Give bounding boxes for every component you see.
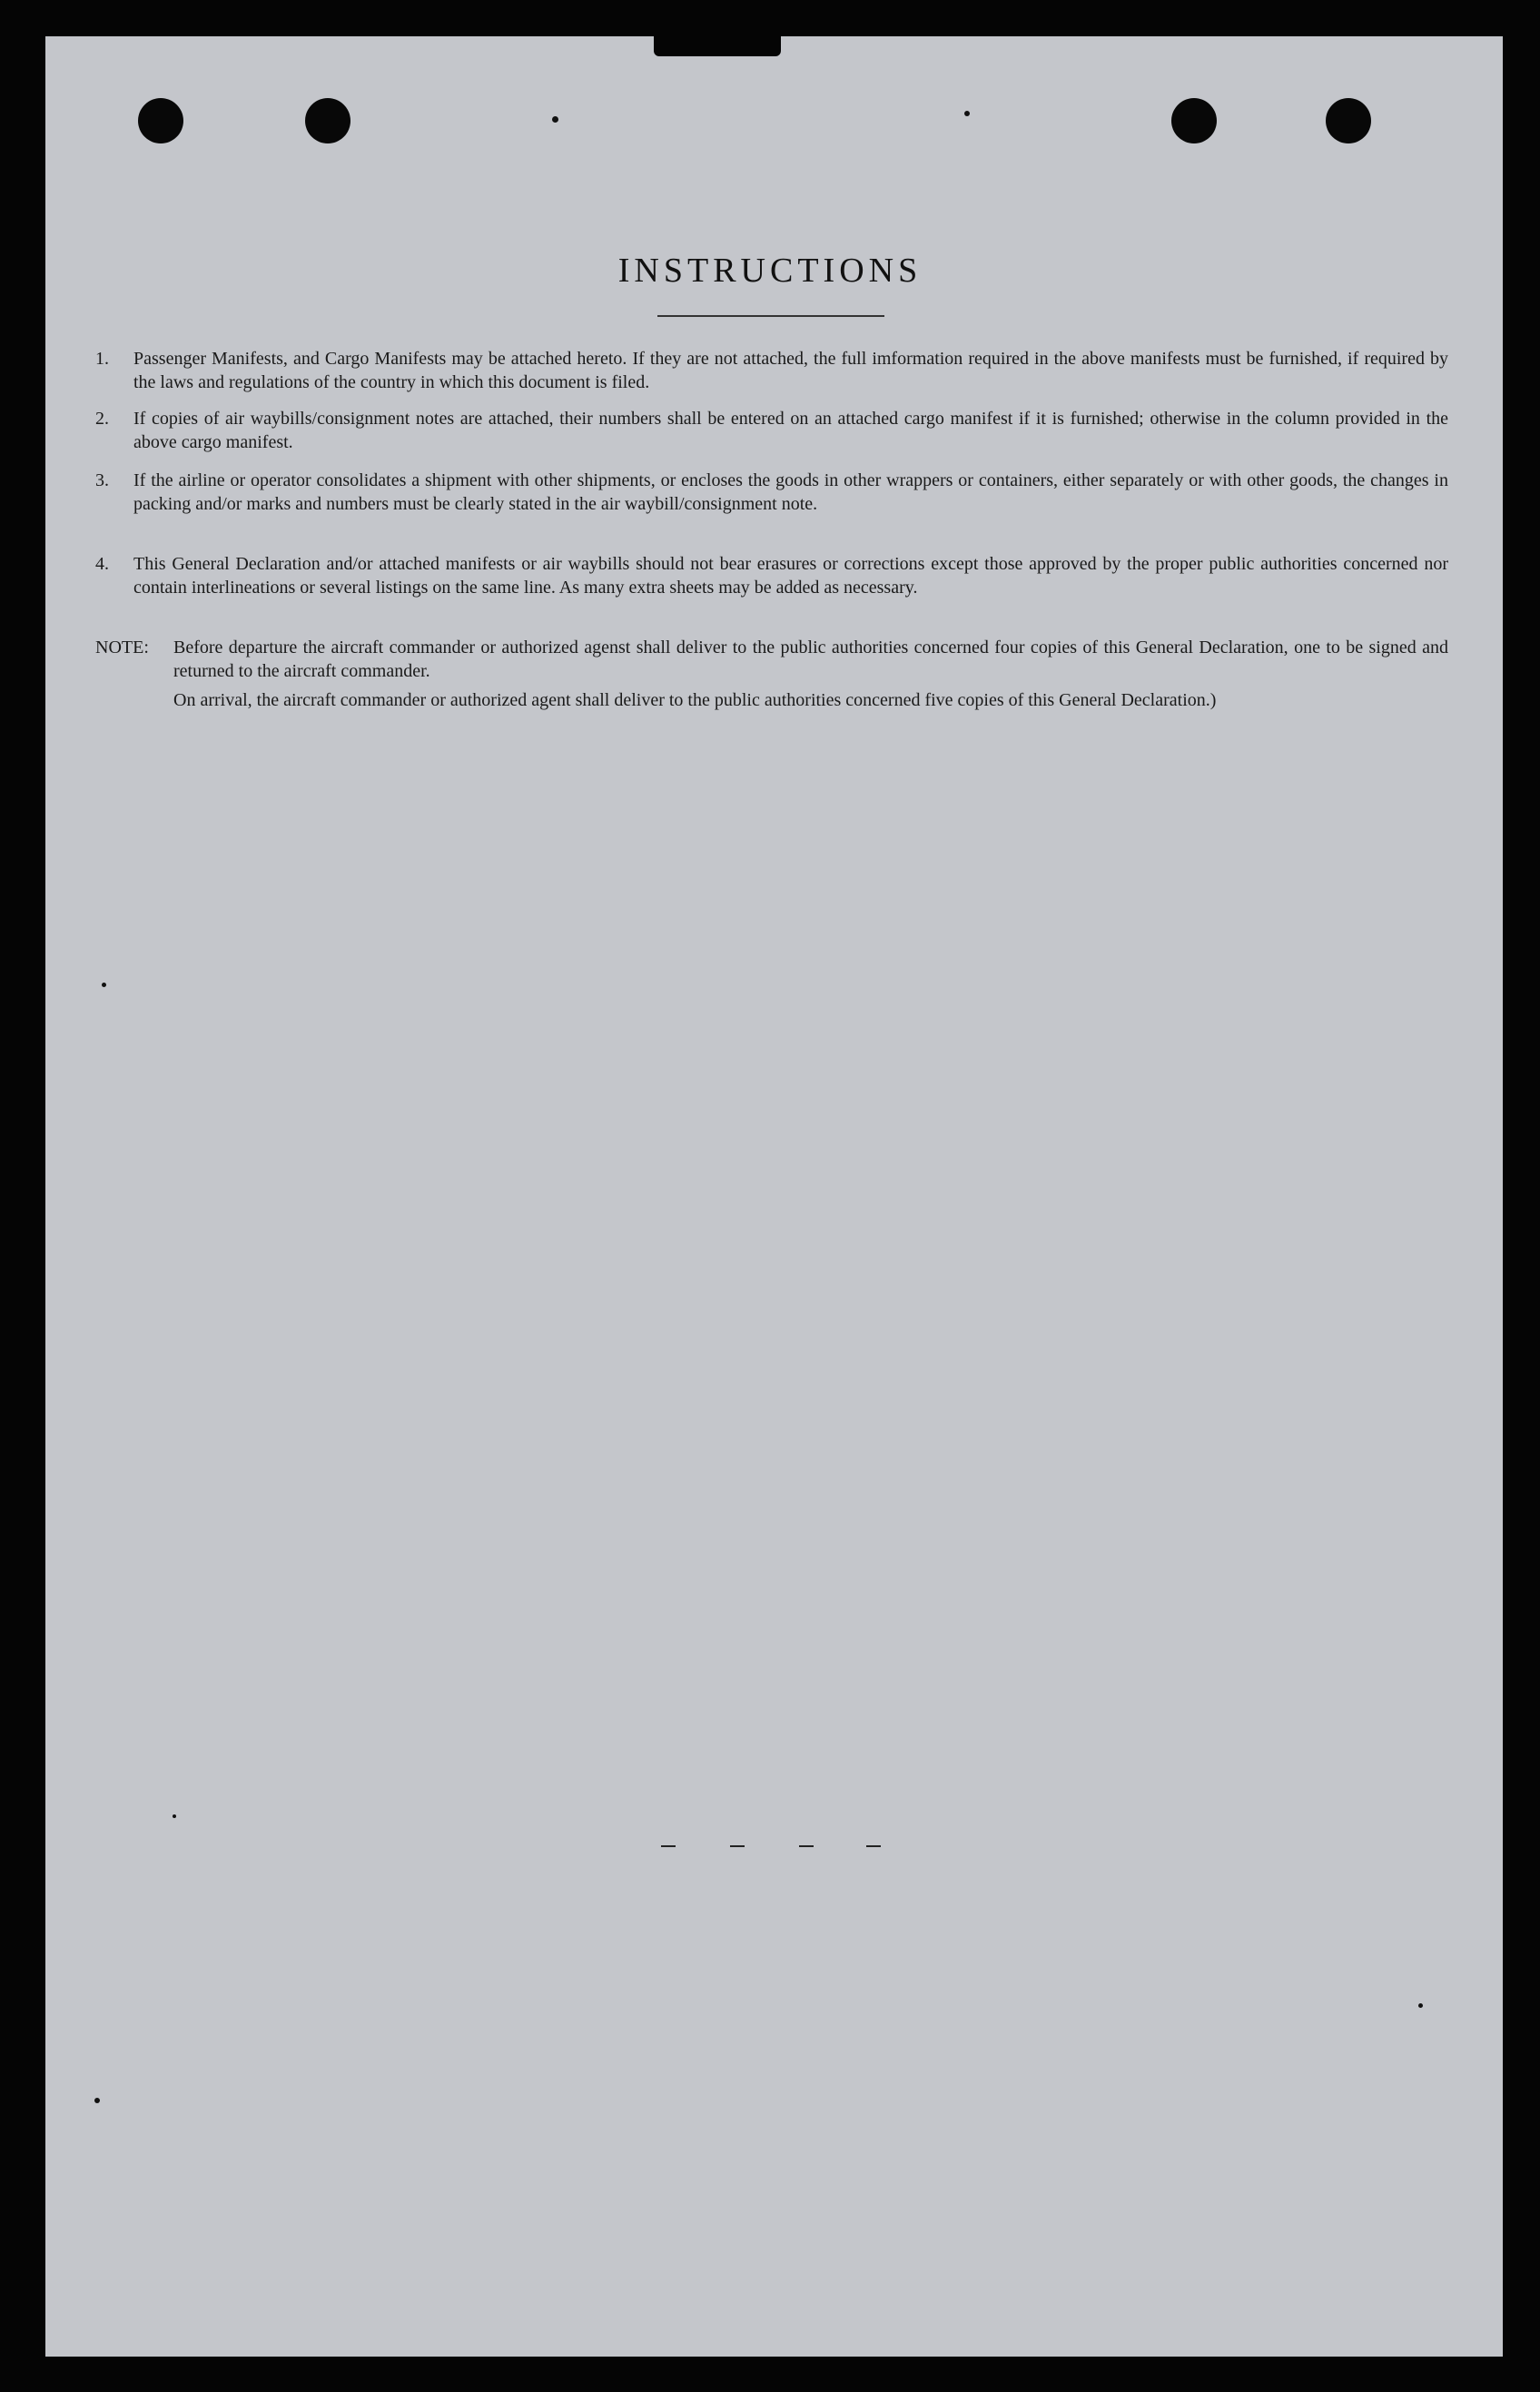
ink-speck (173, 1814, 176, 1818)
item-number: 1. (95, 349, 109, 369)
blank-dash (661, 1845, 676, 1847)
document-title: INSTRUCTIONS (617, 252, 923, 290)
title-underline (657, 315, 884, 317)
ink-speck (102, 983, 106, 987)
item-text: Passenger Manifests, and Cargo Manifests may be attached hereto. If they are not attached, the full imformation required in the above manifests must be furnished, if required by the laws and regulations of the country in which this document is filed. (133, 349, 1448, 392)
ink-speck (94, 2098, 100, 2103)
blank-dash (799, 1845, 814, 1847)
note-label: NOTE: (95, 638, 149, 657)
item-text: If the airline or operator consolidates a shipment with other shipments, or encloses the goods in other wrappers or containers, either separately or with other goods, the changes in packing and/or marks and numbers must be clearly stated in the air waybill/consignment note. (133, 470, 1448, 514)
punch-hole (138, 98, 183, 143)
note-section (95, 636, 1448, 712)
ink-speck (1418, 2003, 1423, 2008)
instruction-item-4 (95, 552, 1448, 599)
punch-hole (1171, 98, 1217, 143)
page-top-tear (654, 27, 781, 56)
punch-hole (1326, 98, 1371, 143)
item-number: 4. (95, 554, 109, 574)
ink-speck (964, 111, 970, 116)
item-number: 3. (95, 470, 109, 490)
note-arrival-text: On arrival, the aircraft commander or authorized agent shall deliver to the public authorities concerned five copies of this General Declaration.) (173, 690, 1217, 710)
note-departure-text: Before departure the aircraft commander or authorized agenst shall deliver to the public authorities concerned four copies of this General Declaration, one to be signed and returned to the aircraft commander. (173, 638, 1448, 681)
instruction-item-2 (95, 407, 1448, 454)
item-text: This General Declaration and/or attached manifests or air waybills should not bear erasures or corrections except those approved by the proper public authorities concerned nor contain interlineations or several listings on the same line. As many extra sheets may be added as necessary. (133, 554, 1448, 598)
blank-dash (730, 1845, 745, 1847)
ink-speck (552, 116, 558, 123)
item-number: 2. (95, 409, 109, 429)
instruction-item-1 (95, 347, 1448, 394)
punch-hole (305, 98, 350, 143)
instruction-item-3 (95, 469, 1448, 516)
item-text: If copies of air waybills/consignment notes are attached, their numbers shall be entered on an attached cargo manifest if it is furnished; otherwise in the column provided in the above cargo manifest. (133, 409, 1448, 452)
blank-dash (866, 1845, 881, 1847)
